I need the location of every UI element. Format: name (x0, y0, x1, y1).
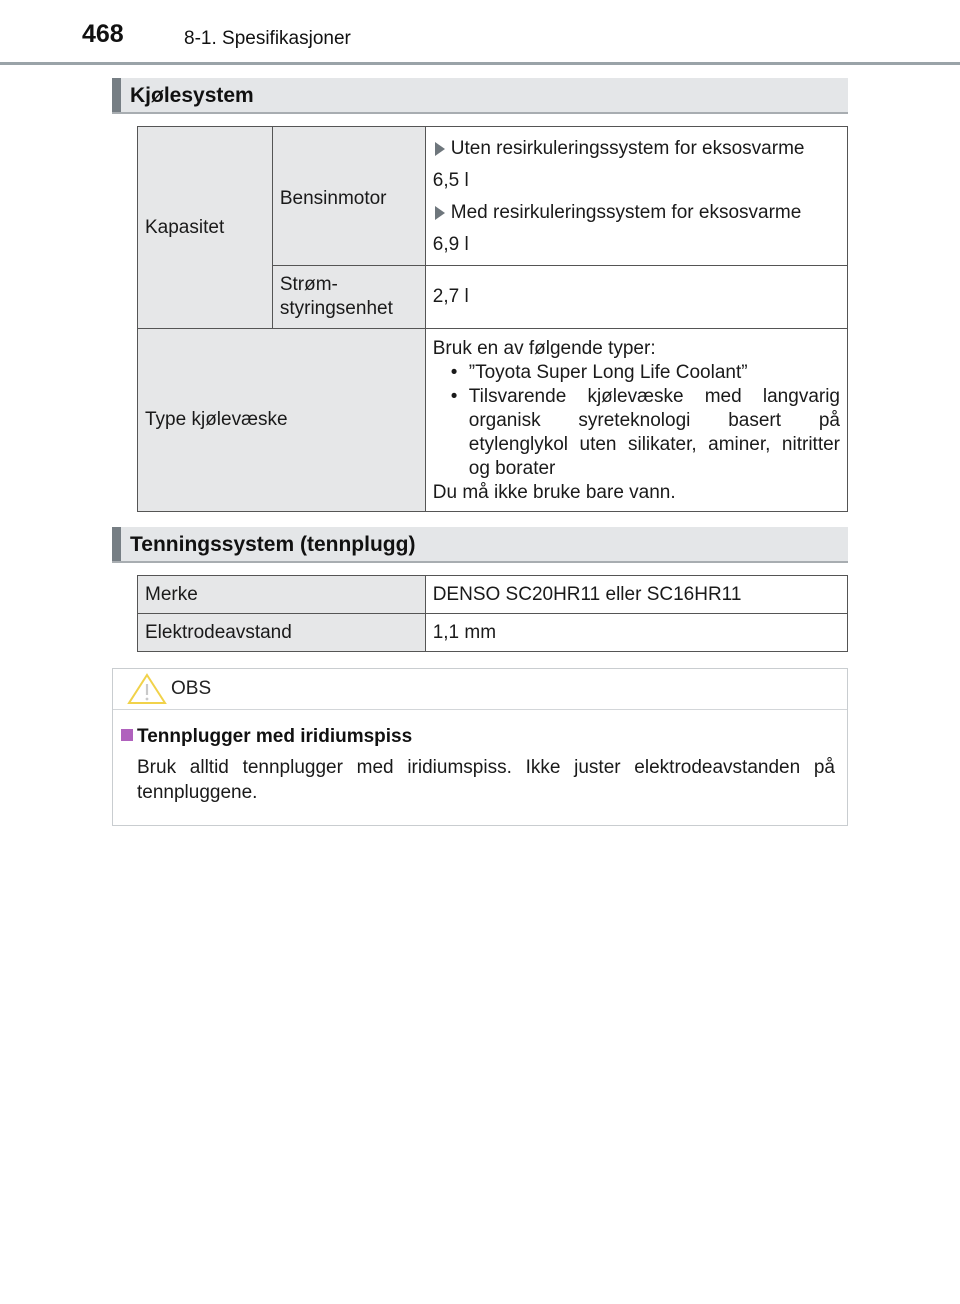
notice-header (113, 669, 847, 710)
ignition-title: Tenningssystem (tennplugg) (130, 533, 416, 556)
notice-heading: Tennplugger med iridiumspiss (137, 726, 413, 747)
coolant-list (433, 361, 840, 481)
notice-box (112, 668, 848, 826)
page-number: 468 (82, 20, 124, 48)
electrode-gap-value: 1,1 mm (425, 614, 847, 652)
capacity-value: 6,9 l (432, 234, 469, 255)
coolant-note: Du må ikke bruke bare vann. (432, 482, 676, 503)
capacity-label: Kapasitet (138, 127, 273, 329)
section-title: 8-1. Spesifikasjoner (184, 28, 351, 49)
page-header (0, 0, 960, 64)
coolant-type-label: Type kjølevæske (138, 329, 426, 512)
option-without-recirculation: Uten resirkuleringssystem for eksosvarme (433, 137, 840, 161)
warning-icon (127, 673, 167, 705)
brand-label: Merke (138, 576, 426, 614)
power-unit-value: 2,7 l (425, 266, 847, 329)
cooling-title: Kjølesystem (130, 84, 254, 107)
header-divider (0, 62, 960, 65)
power-unit-label: Strøm- styringsenhet (272, 266, 425, 329)
ignition-section-heading (112, 527, 848, 563)
square-bullet-icon (121, 729, 133, 741)
petrol-engine-label: Bensinmotor (272, 127, 425, 266)
petrol-capacity-cell (425, 127, 847, 266)
brand-value: DENSO SC20HR11 eller SC16HR11 (425, 576, 847, 614)
cooling-table (137, 126, 848, 512)
notice-text: Bruk alltid tennplugger med iridiumspiss. Ikke juster elektrodeavstanden på tennpluggene. (137, 757, 835, 803)
triangle-bullet-icon (435, 142, 445, 156)
list-item: • ”Toyota Super Long Life Coolant” (469, 361, 840, 385)
list-item: • Tilsvarende kjølevæske med langvarig organisk syreteknologi basert på etylenglykol uten silikater, aminer, nitritter og borater (469, 385, 840, 481)
heading-accent-bar (112, 527, 121, 561)
heading-accent-bar (112, 78, 121, 112)
coolant-intro: Bruk en av følgende typer: (432, 338, 656, 359)
table-row (138, 576, 848, 614)
triangle-bullet-icon (435, 206, 445, 220)
electrode-gap-label: Elektrodeavstand (138, 614, 426, 652)
ignition-table (137, 575, 848, 652)
table-row (138, 127, 848, 266)
notice-label: OBS (171, 678, 212, 699)
coolant-type-cell (425, 329, 847, 512)
table-row (138, 614, 848, 652)
cooling-section-heading (112, 78, 848, 114)
capacity-value: 6,5 l (432, 170, 469, 191)
option-with-recirculation: Med resirkuleringssystem for eksosvarme (433, 201, 840, 225)
table-row (138, 329, 848, 512)
